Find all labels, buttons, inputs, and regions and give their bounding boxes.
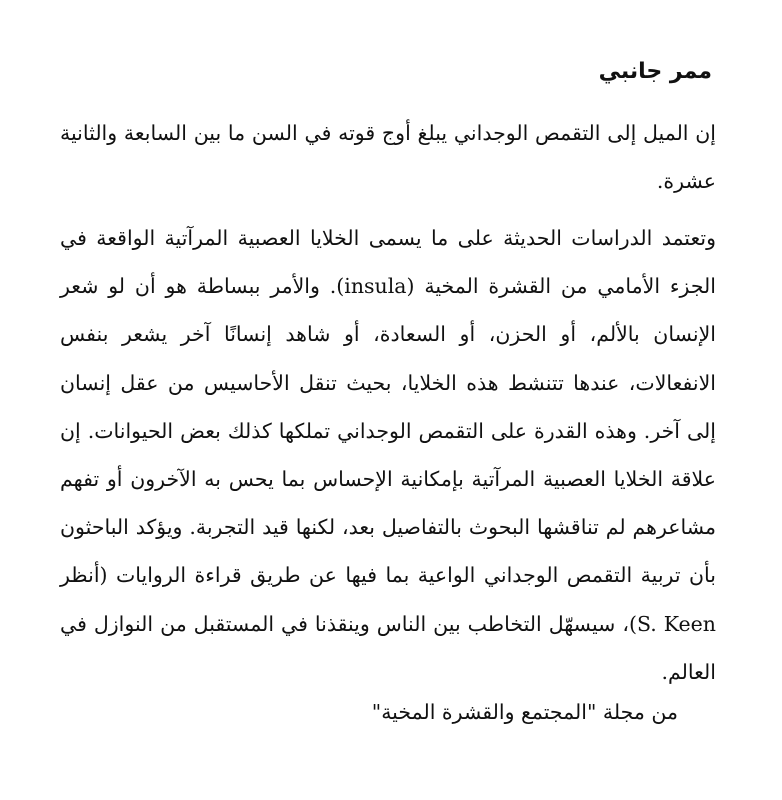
section-heading: ممر جانبي (598, 59, 712, 84)
source-citation: من مجلة "المجتمع والقشرة المخية" (371, 700, 678, 724)
paragraph-1: إن الميل إلى التقمص الوجداني يبلغ أوج قوته في السن ما بين السابعة والثانية عشرة. (60, 121, 716, 193)
paragraph-2: وتعتمد الدراسات الحديثة على ما يسمى الخلايا العصبية المرآتية الواقعة في الجزء الأمامي من القشرة المخية (insula). والأمر ببساطة هو أن لو شعر الإنسان بالألم، أو الحزن، أو السعادة، أو شاهد إنسانًا آخر يشعر بنفس الانفعالات، عندها تتنشط هذه الخلايا، بحيث تنقل الأحاسيس من عقل إنسان إلى آخر. وهذه القدرة على التقمص الوجداني تملكها كذلك بعض الحيوانات. إن علاقة الخلايا العصبية المرآتية بإمكانية الإحساس بما يحس به الآخرون أو تفهم مشاعرهم لم تناقشها البحوث بالتفاصيل بعد، لكنها قيد التجربة. ويؤكد الباحثون بأن تربية التقمص الوجداني الواعية بما فيها عن طريق قراءة الروايات (أنظر S. Keen)، سيسهّل التخاطب بين الناس وينقذنا في المستقبل من النوازل في العالم. (60, 226, 717, 684)
